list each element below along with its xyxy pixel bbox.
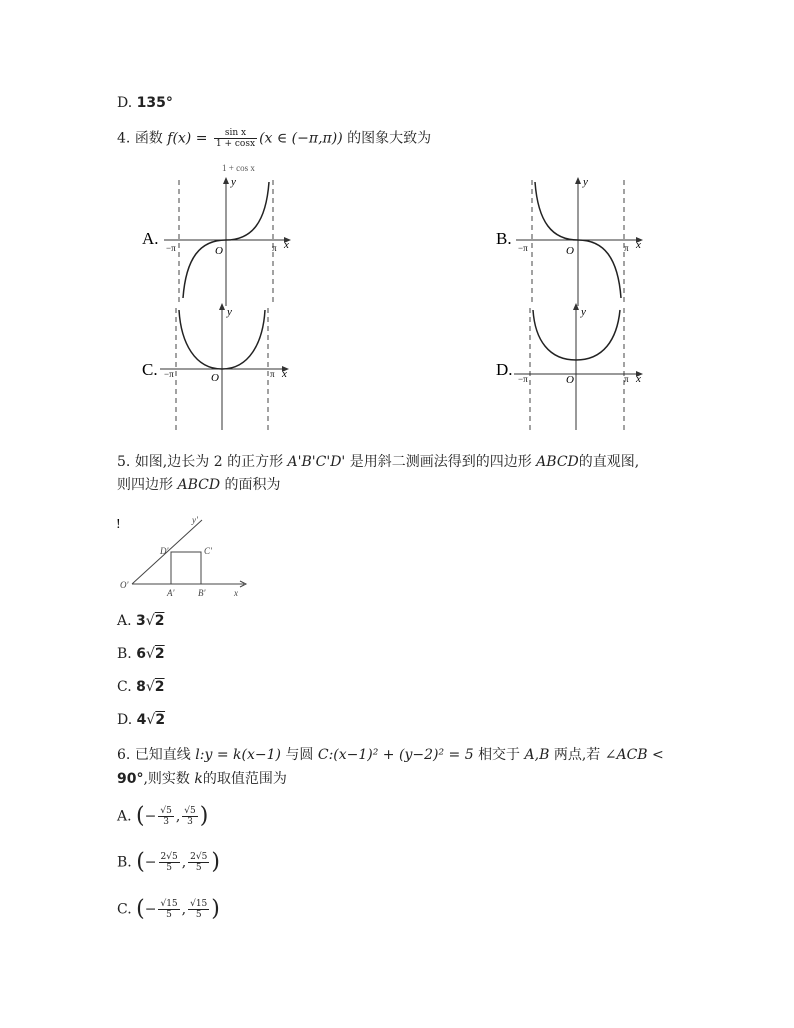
svg-text:y': y': [192, 515, 198, 525]
q5-option-d: D. 4√2: [117, 712, 166, 728]
q6-stem-line2: 90°,则实数 k的取值范围为: [117, 771, 287, 787]
svg-text:D': D': [160, 546, 169, 556]
option-label: D.: [496, 360, 513, 379]
svg-text:x: x: [636, 239, 641, 251]
svg-text:A': A': [167, 588, 175, 598]
svg-text:−π: −π: [166, 243, 176, 253]
svg-text:x: x: [284, 239, 289, 251]
svg-text:O': O': [120, 580, 129, 590]
q4-graph-c: [142, 304, 288, 430]
svg-text:π: π: [270, 369, 275, 379]
svg-text:x: x: [636, 373, 641, 385]
q6-option-c: C. (− $\frac{√15}{5}$ , $\frac{√15}{5}$ ): [117, 896, 220, 922]
svg-text:y: y: [583, 176, 588, 188]
option-label: C.: [142, 360, 158, 379]
q4-graph-d: [496, 304, 642, 430]
q4-fraction: $\frac{\text{sin x}}{1 + \cos x}$: [215, 128, 256, 149]
svg-text:−π: −π: [518, 243, 528, 253]
svg-text:!: !: [116, 517, 121, 532]
svg-text:O: O: [215, 245, 223, 257]
svg-text:C': C': [204, 546, 212, 556]
svg-text:π: π: [624, 243, 629, 253]
svg-text:y: y: [581, 306, 586, 318]
svg-text:π: π: [624, 374, 629, 384]
q4-graph-a: [142, 176, 290, 306]
q6-option-a: A. (− $\frac{√5}{3}$ , $\frac{√5}{3}$ ): [117, 803, 209, 829]
option-label: A.: [142, 229, 159, 248]
svg-text:x: x: [282, 368, 287, 380]
svg-text:B': B': [198, 588, 206, 598]
q4-stem: 4. 函数 f(x) = $\frac{\text{sin x}}{1 + \cos x}$ (x ∈ (−π,π)) 的图象大致为: [117, 128, 432, 149]
option-label: B.: [496, 229, 512, 248]
q5-figure: [114, 512, 254, 602]
svg-text:y: y: [227, 306, 232, 318]
q5-stem-line1: 5. 如图,边长为 2 的正方形 A'B'C'D' 是用斜二测画法得到的四边形 ABCD的直观图,: [117, 454, 640, 470]
svg-text:x: x: [234, 588, 238, 598]
svg-text:−π: −π: [518, 374, 528, 384]
svg-text:y: y: [231, 176, 236, 188]
q4-cropped-text: 1 + cos x: [222, 163, 255, 173]
q4-graph-b: [496, 176, 642, 306]
svg-text:O: O: [566, 374, 574, 386]
q6-stem-line1: 6. 已知直线 l:y = k(x−1) 与圆 C:(x−1)² + (y−2)² = 5 相交于 A,B 两点,若 ∠ACB <: [117, 747, 664, 763]
svg-text:O: O: [211, 372, 219, 384]
svg-text:−π: −π: [164, 369, 174, 379]
q3-option-d: D. 135°: [117, 95, 173, 111]
svg-text:π: π: [272, 243, 277, 253]
q5-option-a: A. 3√2: [117, 613, 165, 629]
q5-option-c: C. 8√2: [117, 679, 165, 695]
q5-option-b: B. 6√2: [117, 646, 165, 662]
q6-option-b: B. (− $\frac{2√5}{5}$ , $\frac{2√5}{5}$ ): [117, 849, 220, 875]
svg-text:O: O: [566, 245, 574, 257]
q5-stem-line2: 则四边形 ABCD 的面积为: [117, 477, 281, 493]
